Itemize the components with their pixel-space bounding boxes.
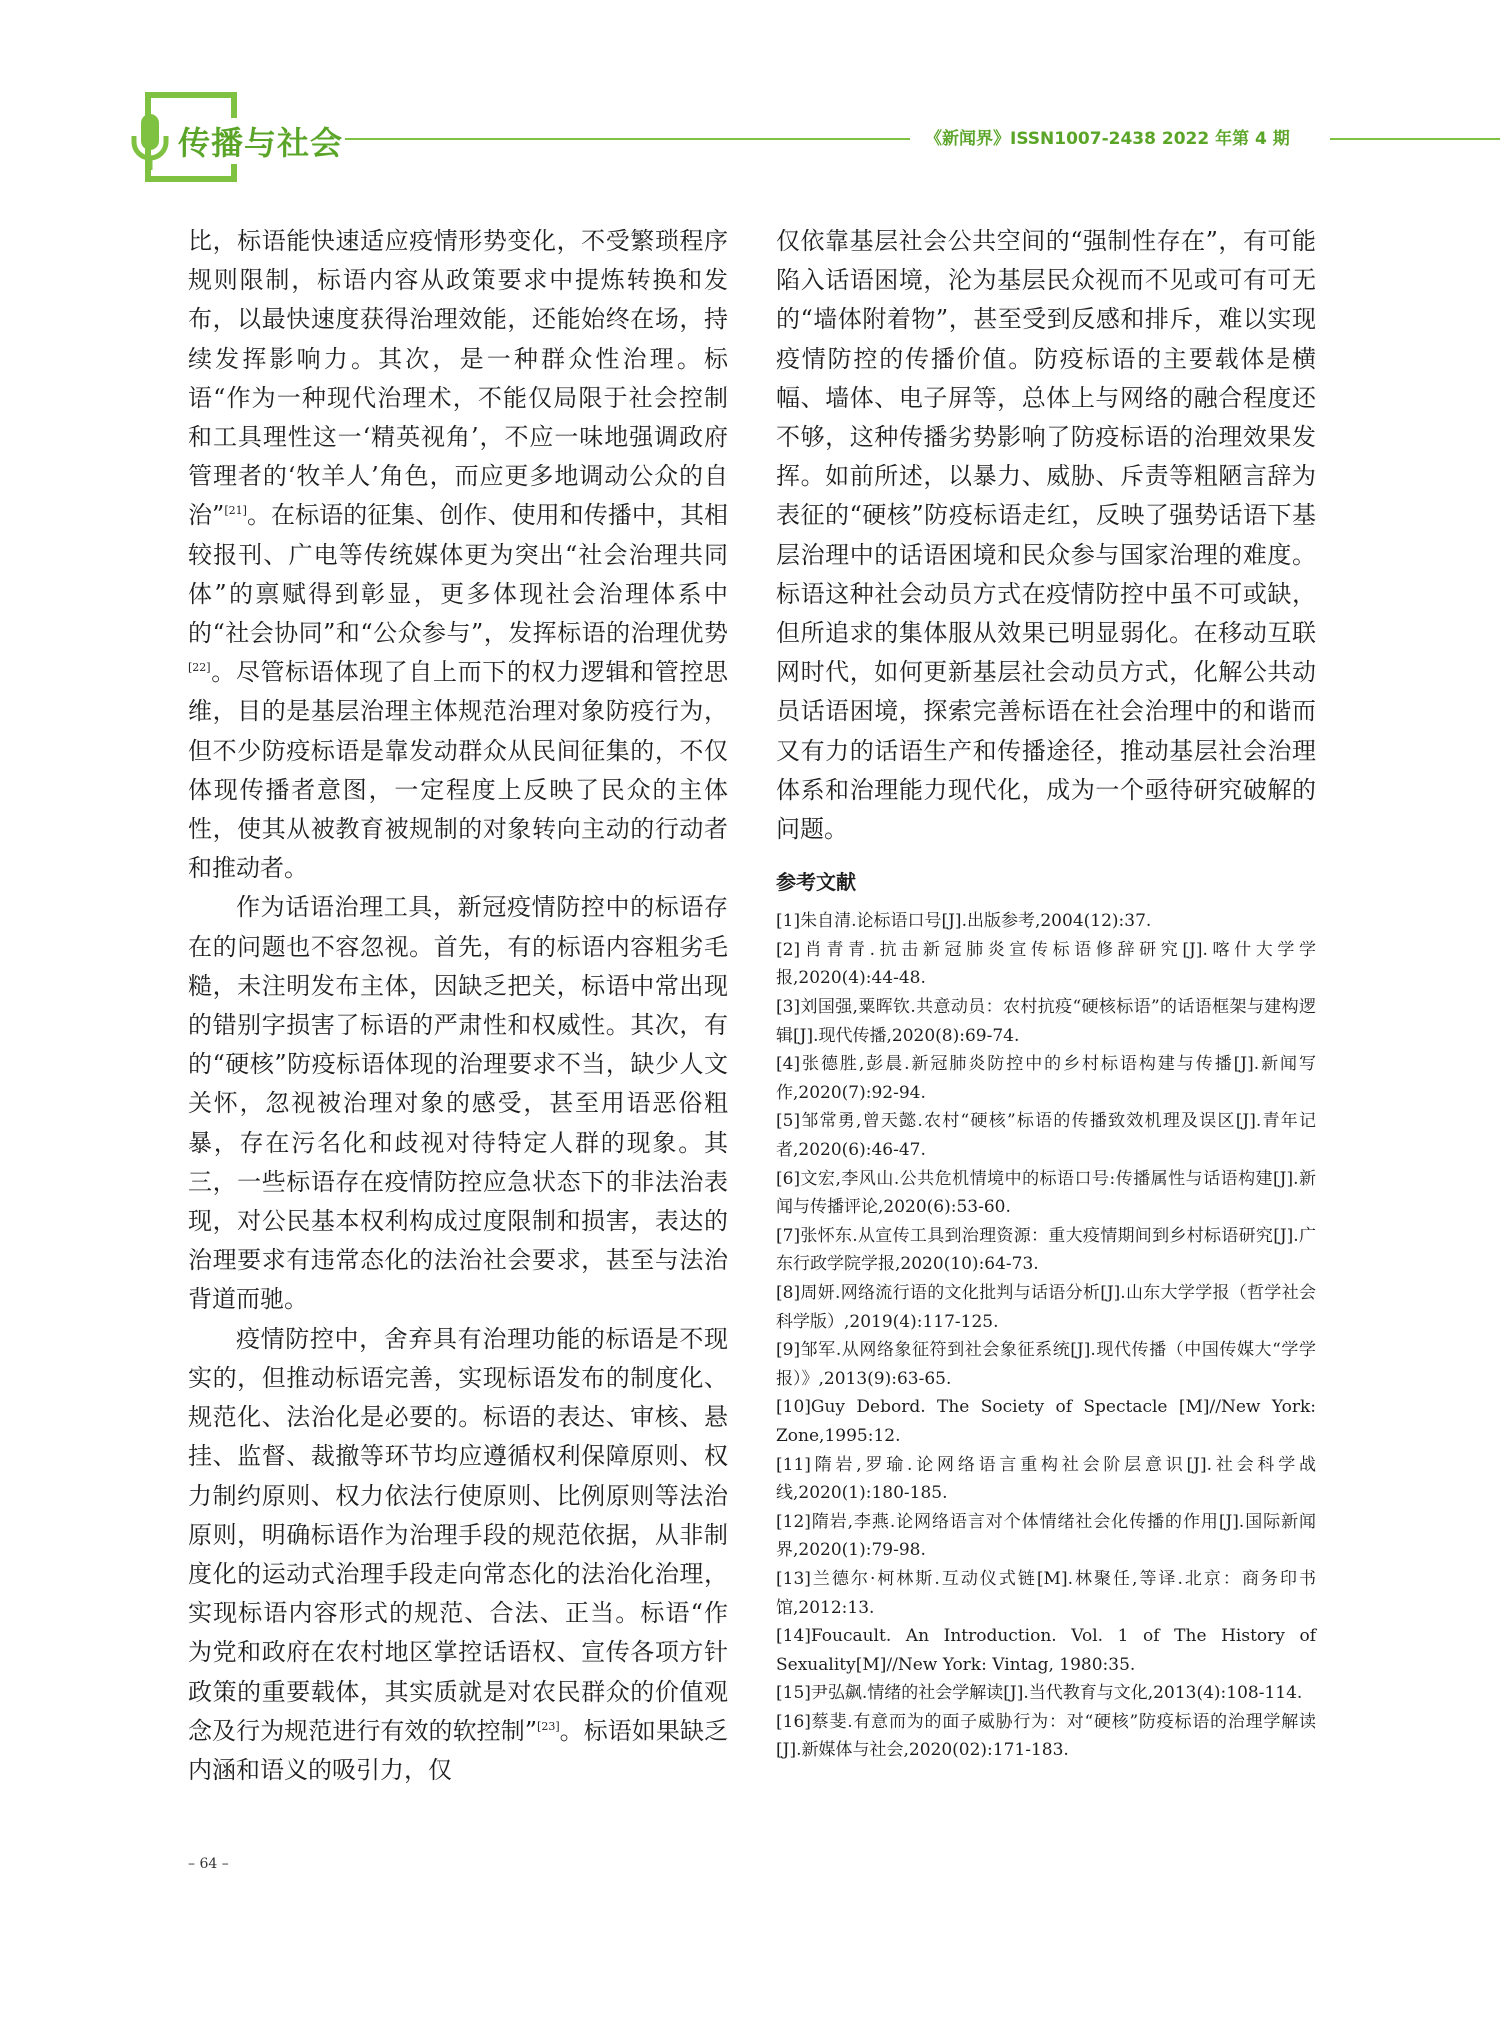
citation-marker: [23] [537, 1719, 560, 1733]
reference-item: [12]隋岩,李燕.论网络语言对个体情绪社会化传播的作用[J].国际新闻界,2020(1):79-98. [776, 1511, 1316, 1561]
paragraph [188, 1320, 728, 1790]
reference-item: [9]邹军.从网络象征符到社会象征系统[J].现代传播（中国传媒大“学学报）》,2013(9):63-65. [776, 1340, 1316, 1389]
reference-item: [4]张德胜,彭晨.新冠肺炎防控中的乡村标语构建与传播[J].新闻写作,2020(7):92-94. [776, 1054, 1316, 1103]
paragraph [188, 888, 728, 1319]
paragraph-text: 仅依靠基层社会公共空间的“强制性存在”，有可能陷入话语困境，沦为基层民众视而不见或可有可无的“墙体附着物”，甚至受到反感和排斥，难以实现疫情防控的传播价值。防疫标语的主要载体是横幅、墙体、电子屏等，总体上与网络的融合程度还不够，这种传播劣势影响了防疫标语的治理效果发挥。如前所述，以暴力、威胁、斥责等粗陋言辞为表征的“硬核”防疫标语走红，反映了强势话语下基层治理中的话语困境和民众参与国家治理的难度。标语这种社会动员方式在疫情防控中虽不可或缺，但所追求的集体服从效果已明显弱化。在移动互联网时代，如何更新基层社会动员方式，化解公共动员话语困境，探索完善标语在社会治理中的和谐而又有力的话语生产和传播途径，推动基层社会治理体系和治理能力现代化，成为一个亟待研究破解的问题。 [776, 227, 1316, 844]
paragraph-text: 。标语如果缺乏内涵和语义的吸引力，仅 [188, 1716, 728, 1784]
reference-item: [3]刘国强,粟晖钦.共意动员：农村抗疫“硬核标语”的话语框架与建构逻辑[J].现代传播,2020(8):69-74. [776, 997, 1316, 1046]
reference-item: [6]文宏,李风山.公共危机情境中的标语口号:传播属性与话语构建[J].新闻与传播评论,2020(6):53-60. [776, 1168, 1316, 1218]
reference-item: [14]Foucault. An Introduction. Vol. 1 of The History of Sexuality[M]//New York: Vintag, 1980:35. [776, 1626, 1316, 1675]
references-heading: 参考文献 [776, 870, 856, 895]
paragraph [776, 222, 1316, 849]
header-rule-left [345, 138, 910, 140]
left-column [188, 222, 728, 1790]
right-column [776, 222, 1316, 1765]
paragraph-text: 作为话语治理工具，新冠疫情防控中的标语存在的问题也不容忽视。首先，有的标语内容粗劣毛糙，未注明发布主体，因缺乏把关，标语中常出现的错别字损害了标语的严肃性和权威性。其次，有的“硬核”防疫标语体现的治理要求不当，缺少人文关怀，忽视被治理对象的感受，甚至用语恶俗粗暴，存在污名化和歧视对待特定人群的现象。其三，一些标语存在疫情防控应急状态下的非法治表现，对公民基本权利构成过度限制和损害，表达的治理要求有违常态化的法治社会要求，甚至与法治背道而驰。 [188, 893, 728, 1314]
reference-item: [5]邹常勇,曾天懿.农村“硬核”标语的传播致效机理及误区[J].青年记者,2020(6):46-47. [776, 1111, 1316, 1160]
right-column-body [776, 222, 1316, 849]
reference-item: [7]张怀东.从宣传工具到治理资源：重大疫情期间到乡村标语研究[J].广东行政学院学报,2020(10):64-73. [776, 1225, 1316, 1275]
references-list [776, 907, 1316, 1765]
paragraph [188, 222, 728, 888]
reference-item: [10]Guy Debord. The Society of Spectacle [M]//New York: Zone,1995:12. [776, 1397, 1316, 1446]
citation-marker: [22] [188, 661, 211, 675]
microphone-icon [130, 112, 170, 172]
section-name: 传播与社会 [178, 118, 347, 164]
reference-item: [8]周妍.网络流行语的文化批判与话语分析[J].山东大学学报（哲学社会科学版）,2019(4):117-125. [776, 1282, 1316, 1332]
header-rule-right [1330, 138, 1500, 140]
reference-item: [2]肖青青.抗击新冠肺炎宣传标语修辞研究[J].喀什大学学报,2020(4):44-48. [776, 939, 1316, 989]
paragraph-text: 比，标语能快速适应疫情形势变化，不受繁琐程序规则限制，标语内容从政策要求中提炼转换和发布，以最快速度获得治理效能，还能始终在场，持续发挥影响力。其次，是一种群众性治理。标语“作为一种现代治理术，不能仅局限于社会控制和工具理性这一‘精英视角’，不应一味地强调政府管理者的‘牧羊人’角色，而应更多地调动公众的自治” [188, 227, 728, 530]
paragraph-text: 。尽管标语体现了自上而下的权力逻辑和管控思维，目的是基层治理主体规范治理对象防疫行为，但不少防疫标语是靠发动群众从民间征集的，不仅体现传播者意图，一定程度上反映了民众的主体性，使其从被教育被规制的对象转向主动的行动者和推动者。 [188, 658, 728, 883]
reference-item: [11]隋岩,罗瑜.论网络语言重构社会阶层意识[J].社会科学战线,2020(1):180-185. [776, 1454, 1316, 1504]
journal-info: 《新闻界》ISSN1007-2438 2022 年第 4 期 [925, 129, 1290, 149]
reference-item: [13]兰德尔·柯林斯.互动仪式链[M].林聚任,等译.北京：商务印书馆,2012:13. [776, 1568, 1316, 1618]
reference-item: [15]尹弘飙.情绪的社会学解读[J].当代教育与文化,2013(4):108-114. [776, 1683, 1303, 1704]
paragraph-text: 疫情防控中，舍弃具有治理功能的标语是不现实的，但推动标语完善，实现标语发布的制度化、规范化、法治化是必要的。标语的表达、审核、悬挂、监督、裁撤等环节均应遵循权利保障原则、权力制约原则、权力依法行使原则、比例原则等法治原则，明确标语作为治理手段的规范依据，从非制度化的运动式治理手段走向常态化的法治化治理，实现标语内容形式的规范、合法、正当。标语“作为党和政府在农村地区掌控话语权、宣传各项方针政策的重要载体，其实质就是对农民群众的价值观念及行为规范进行有效的软控制” [188, 1324, 728, 1745]
reference-item: [1]朱自清.论标语口号[J].出版参考,2004(12):37. [776, 911, 1152, 932]
citation-marker: [21] [224, 504, 247, 518]
paragraph-text: 。在标语的征集、创作、使用和传播中，其相较报刊、广电等传统媒体更为突出“社会治理共同体”的禀赋得到彰显，更多体现社会治理体系中的“社会协同”和“公众参与”，发挥标语的治理优势 [188, 501, 728, 648]
page-number: – 64 – [188, 1856, 229, 1872]
reference-item: [16]蔡斐.有意而为的面子威胁行为：对“硬核”防疫标语的治理学解读[J].新媒体与社会,2020(02):171-183. [776, 1711, 1316, 1761]
